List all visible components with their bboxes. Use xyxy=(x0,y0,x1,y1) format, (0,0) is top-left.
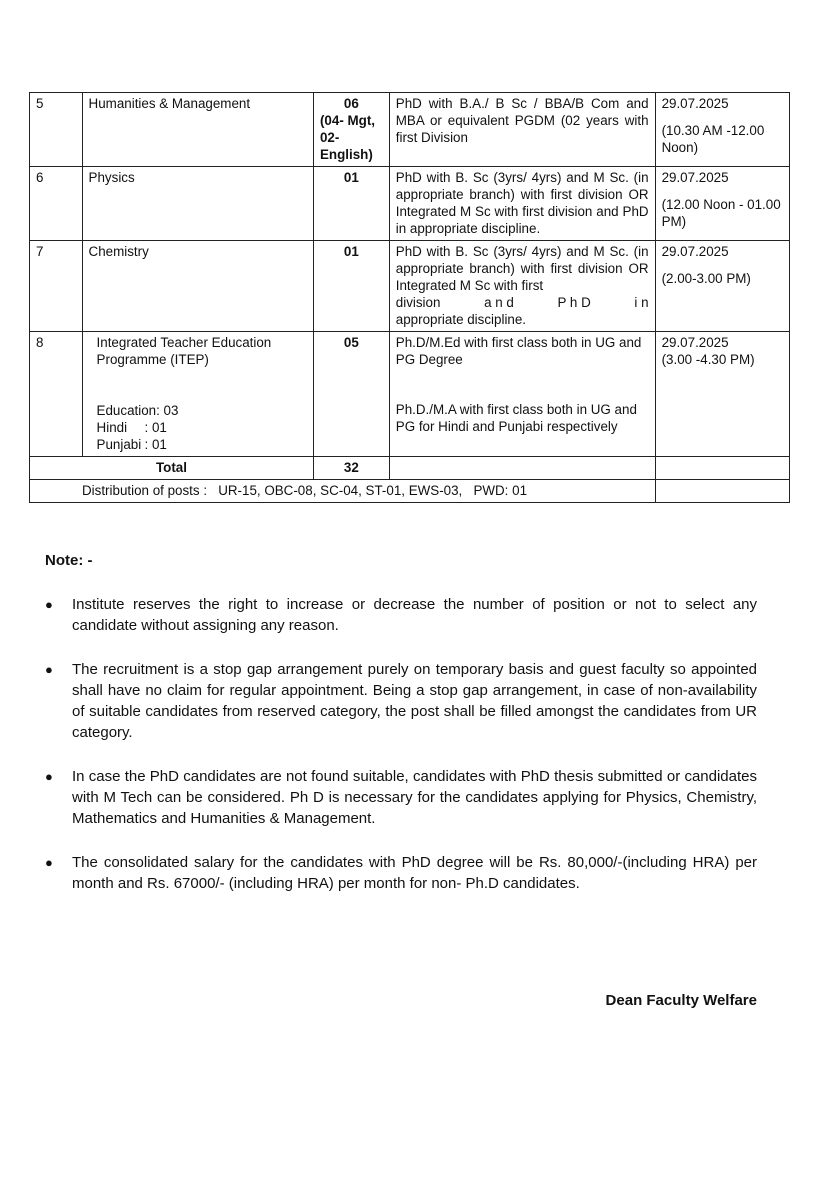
posts-breakup-line: (04- Mgt, xyxy=(319,113,376,128)
qualification-word: a n d xyxy=(484,295,514,310)
qualification xyxy=(389,241,655,332)
serial-number: 6 xyxy=(30,167,83,241)
serial-number: 5 xyxy=(30,93,83,167)
interview-schedule xyxy=(655,93,789,167)
total-value: 32 xyxy=(313,457,389,480)
note-text: The consolidated salary for the candidates with PhD degree will be Rs. 80,000/-(including HRA) per month and Rs. 67000/- (including HRA) per month for non- Ph.D candidates. xyxy=(72,854,757,892)
interview-date: 29.07.2025 xyxy=(661,170,729,185)
note-text: Institute reserves the right to increase or decrease the number of position or not to select any candidate without assigning any reason. xyxy=(72,596,757,634)
bullet-icon: ● xyxy=(45,855,53,870)
bullet-icon: ● xyxy=(45,597,53,612)
note-text: In case the PhD candidates are not found suitable, candidates with PhD thesis submitted or candidates with M Tech can be considered. Ph D is necessary for the candidates applying for Physics, Chemistry, Mathematics and Humanities & Management. xyxy=(72,768,757,827)
qualification: PhD with B.A./ B Sc / BBA/B Com and MBA or equivalent PGDM (02 years with first Division xyxy=(389,93,655,167)
subject-name: Chemistry xyxy=(82,241,313,332)
breakup-item xyxy=(97,436,307,453)
posts-breakup-line: 02- xyxy=(319,130,340,145)
interview-schedule xyxy=(655,167,789,241)
posts-count-value: 06 xyxy=(343,96,359,111)
interview-schedule xyxy=(655,241,789,332)
breakup-name: Hindi xyxy=(96,420,128,435)
notes-list xyxy=(45,594,757,917)
posts-count: 01 xyxy=(313,241,389,332)
bullet-icon: ● xyxy=(45,769,53,784)
interview-time: (3.00 -4.30 PM) xyxy=(661,352,755,367)
list-item xyxy=(45,766,757,829)
qualification-line: appropriate discipline. xyxy=(395,312,527,327)
note-text: The recruitment is a stop gap arrangement purely on temporary basis and guest faculty so appointed shall have no claim for regular appointment. Being a stop gap arrangement, in case of non-availability of suitable candidates from reserved category, the post shall be filled amongst the candidates from UR category. xyxy=(72,661,757,741)
subject-breakup xyxy=(89,402,307,453)
subject-name: Humanities & Management xyxy=(82,93,313,167)
qualification-line: Ph.D/M.Ed with first class both in UG and PG Degree xyxy=(395,335,642,367)
posts-count: 05 xyxy=(313,332,389,457)
breakup-value: : 03 xyxy=(156,403,179,418)
note-heading: Note: - xyxy=(45,552,93,569)
posts-count xyxy=(313,93,389,167)
interview-date: 29.07.2025 xyxy=(661,335,729,350)
distribution-of-posts: Distribution of posts : UR-15, OBC-08, SC-04, ST-01, EWS-03, PWD: 01 xyxy=(30,480,656,503)
posts-breakup-line: English) xyxy=(319,147,373,162)
qualification-word: division xyxy=(395,295,441,310)
distribution-row xyxy=(30,480,790,503)
list-item xyxy=(45,852,757,894)
signature-designation: Dean Faculty Welfare xyxy=(605,992,757,1009)
interview-time: (2.00-3.00 PM) xyxy=(661,271,751,286)
list-item xyxy=(45,594,757,636)
serial-number: 8 xyxy=(30,332,83,457)
table-row xyxy=(30,93,790,167)
breakup-value: : 01 xyxy=(144,420,167,435)
subject-name: Integrated Teacher Education Programme (ITEP) xyxy=(96,335,272,367)
qualification xyxy=(389,332,655,457)
posts-table xyxy=(29,92,790,503)
table-row xyxy=(30,241,790,332)
qualification-spaced-line xyxy=(396,294,649,311)
total-label: Total xyxy=(30,457,314,480)
breakup-value: : 01 xyxy=(144,437,167,452)
total-row xyxy=(30,457,790,480)
list-item xyxy=(45,659,757,743)
interview-date: 29.07.2025 xyxy=(661,244,729,259)
qualification-word: i n xyxy=(634,295,649,310)
serial-number: 7 xyxy=(30,241,83,332)
interview-time: (12.00 Noon - 01.00 PM) xyxy=(661,197,781,229)
interview-schedule xyxy=(655,332,789,457)
breakup-item xyxy=(97,402,307,419)
table-row xyxy=(30,332,790,457)
qualification-line: PhD with B. Sc (3yrs/ 4yrs) and M Sc. (in appropriate branch) with first division OR Integrated M Sc with first xyxy=(395,244,649,293)
qualification-word: P h D xyxy=(557,295,591,310)
posts-count: 01 xyxy=(313,167,389,241)
breakup-name: Punjabi xyxy=(96,437,142,452)
breakup-item xyxy=(97,419,307,436)
interview-time: (10.30 AM -12.00 Noon) xyxy=(661,123,765,155)
interview-date: 29.07.2025 xyxy=(661,96,729,111)
subject-cell xyxy=(82,332,313,457)
bullet-icon: ● xyxy=(45,662,53,677)
table-row xyxy=(30,167,790,241)
qualification: PhD with B. Sc (3yrs/ 4yrs) and M Sc. (in appropriate branch) with first division OR Integrated M Sc with first division and PhD in appropriate discipline. xyxy=(389,167,655,241)
qualification-line: Ph.D./M.A with first class both in UG and PG for Hindi and Punjabi respectively xyxy=(395,402,637,434)
breakup-name: Education xyxy=(96,403,157,418)
subject-name: Physics xyxy=(82,167,313,241)
